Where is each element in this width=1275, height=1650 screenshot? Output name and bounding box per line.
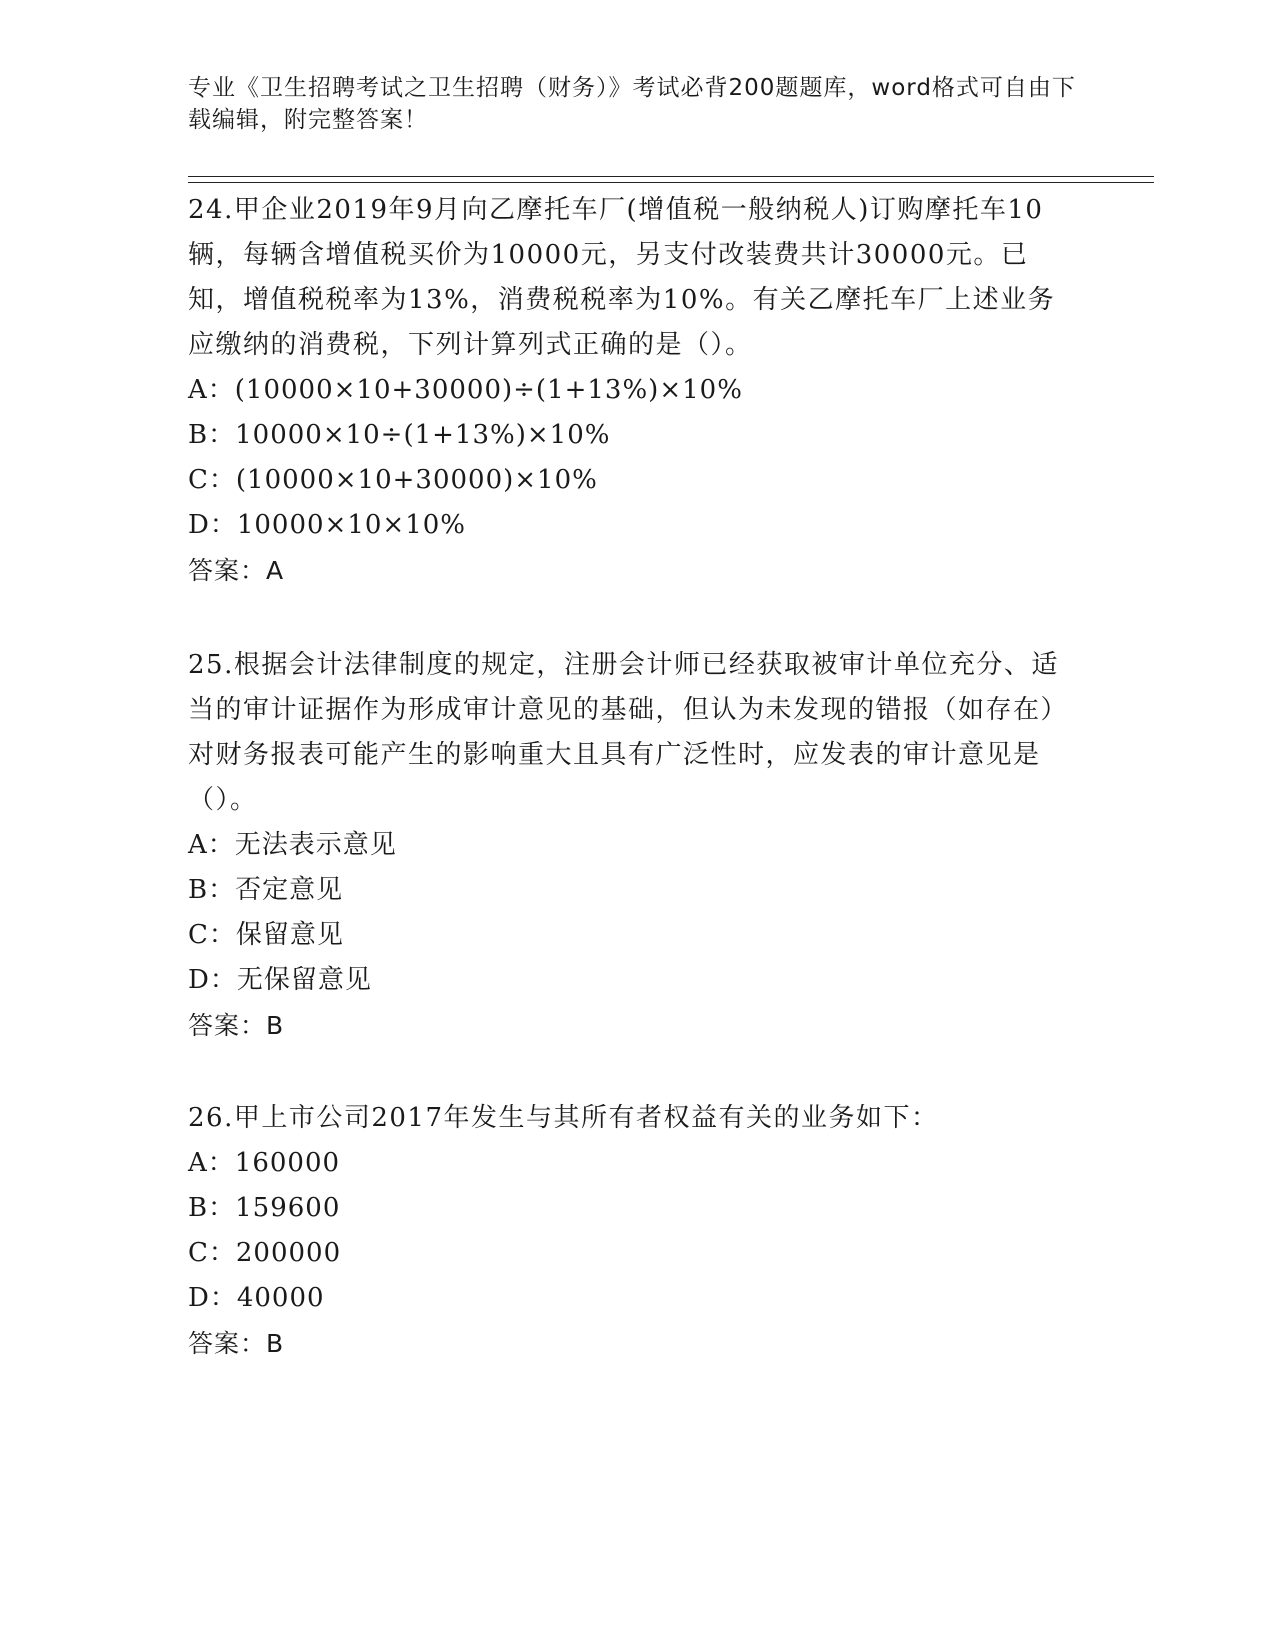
option-d: D：无保留意见 (188, 965, 372, 995)
option-d: D：40000 (188, 1283, 325, 1313)
question-stem: 24.甲企业2019年9月向乙摩托车厂(增值税一般纳税人)订购摩托车10辆，每辆含增值税买价为10000元，另支付改装费共计30000元。已知，增值税税率为13%，消费税税率为10%。有关乙摩托车厂上述业务应缴纳的消费税，下列计算列式正确的是（）。 (188, 195, 1056, 360)
answer: 答案：B (188, 1329, 285, 1358)
option-b: B：159600 (188, 1193, 341, 1223)
document-header: 专业《卫生招聘考试之卫生招聘（财务）》考试必背200题题库，word格式可自由下载编辑，附完整答案！ (188, 75, 1076, 133)
option-b: B：10000×10÷(1+13%)×10% (188, 420, 611, 450)
option-a: A：无法表示意见 (188, 830, 397, 860)
question-26 (188, 1096, 1078, 1366)
question-25 (188, 643, 1078, 1048)
option-a: A：(10000×10+30000)÷(1+13%)×10% (188, 375, 743, 405)
answer: 答案：A (188, 556, 285, 585)
option-c: C：保留意见 (188, 920, 344, 950)
option-b: B：否定意见 (188, 875, 344, 905)
header-divider-bottom (188, 182, 1154, 183)
option-c: C：(10000×10+30000)×10% (188, 465, 598, 495)
question-24 (188, 188, 1078, 593)
answer: 答案：B (188, 1011, 285, 1040)
option-c: C：200000 (188, 1238, 342, 1268)
header-divider-top (188, 176, 1154, 177)
question-stem: 25.根据会计法律制度的规定，注册会计师已经获取被审计单位充分、适当的审计证据作为形成审计意见的基础，但认为未发现的错报（如存在）对财务报表可能产生的影响重大且具有广泛性时，应发表的审计意见是（）。 (188, 650, 1069, 815)
question-stem: 26.甲上市公司2017年发生与其所有者权益有关的业务如下： (188, 1103, 939, 1133)
option-a: A：160000 (188, 1148, 341, 1178)
option-d: D：10000×10×10% (188, 510, 466, 540)
